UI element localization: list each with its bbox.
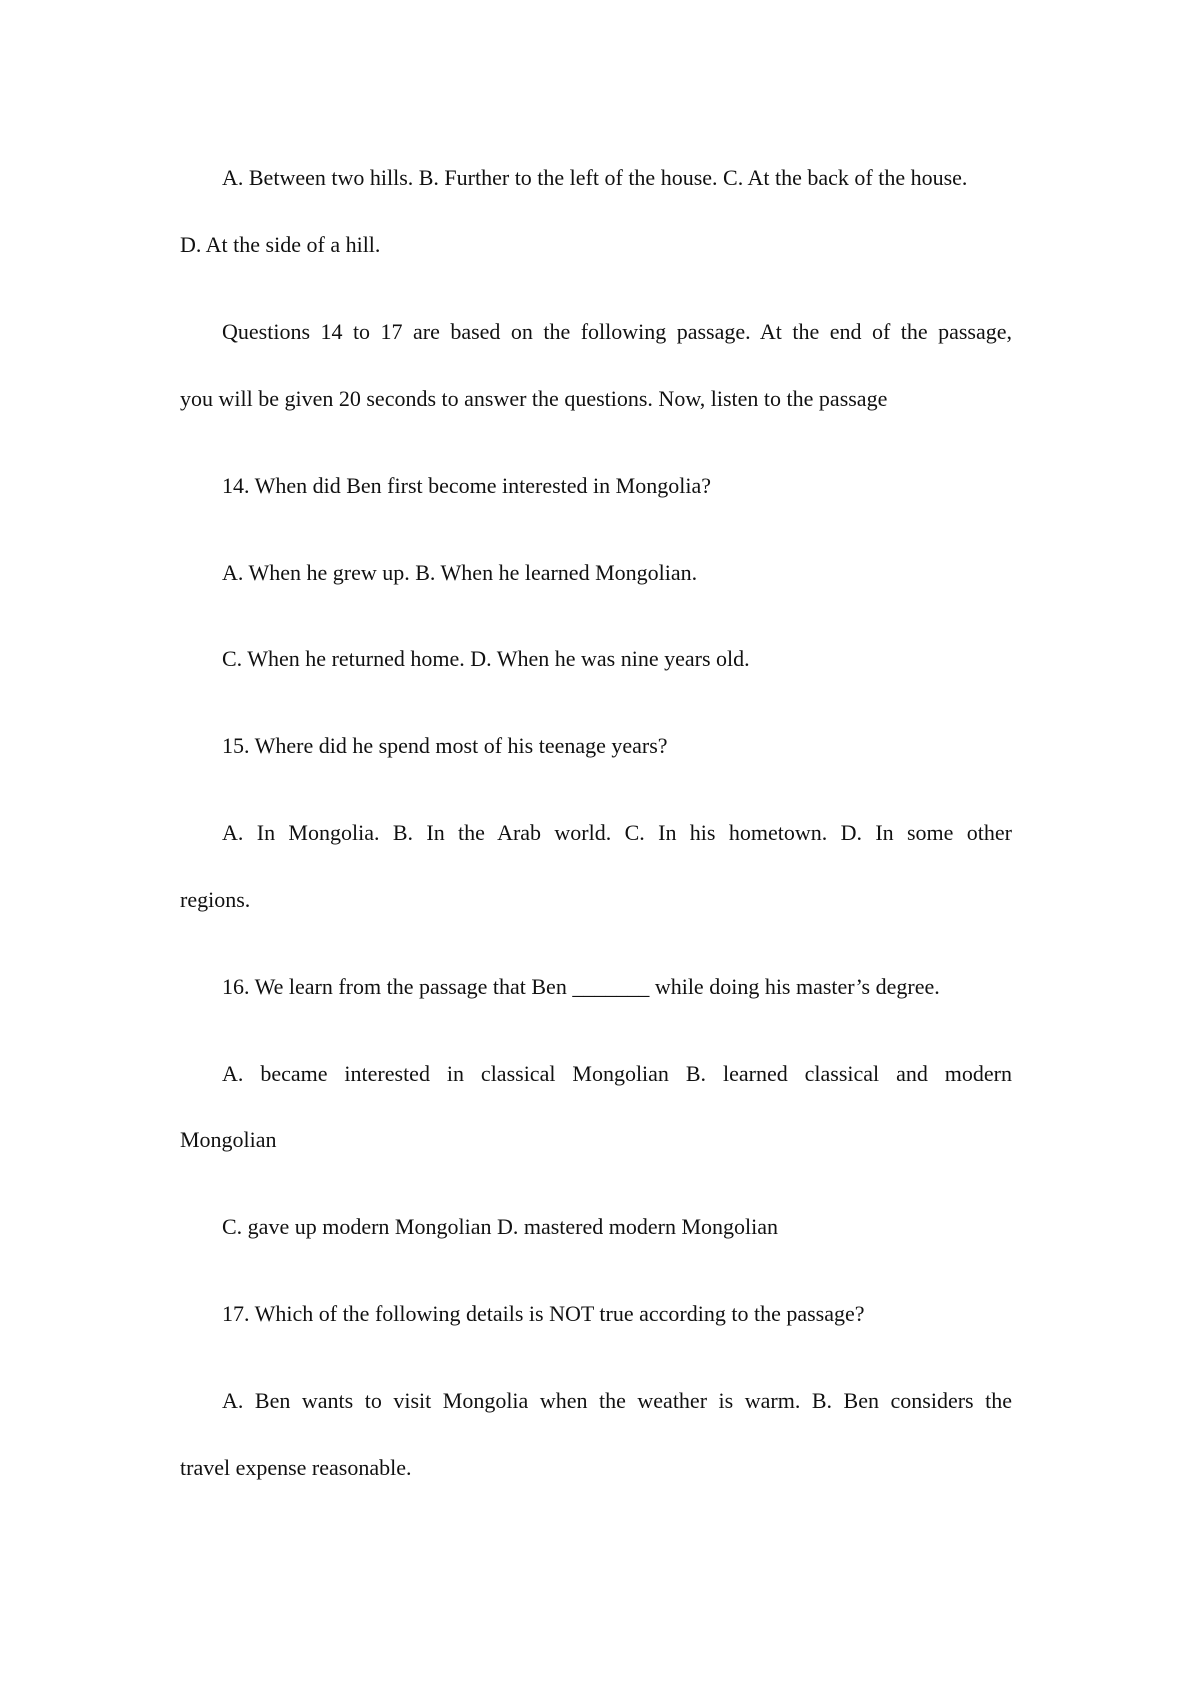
q17-options-line-2: travel expense reasonable. xyxy=(180,1455,412,1480)
question-14: 14. When did Ben first become interested in Mongolia? xyxy=(222,473,711,498)
question-16: 16. We learn from the passage that Ben _______ while doing his master’s degree. xyxy=(222,974,940,999)
q17-options-line-1: A. Ben wants to visit Mongolia when the weather is warm. B. Ben considers the xyxy=(222,1388,1012,1413)
section-instructions-line-2: you will be given 20 seconds to answer the questions. Now, listen to the passage xyxy=(180,386,888,411)
q14-options-line-2: C. When he returned home. D. When he was nine years old. xyxy=(222,646,750,671)
q16-options-line-2: Mongolian xyxy=(180,1127,277,1152)
q16-options-line-3: C. gave up modern Mongolian D. mastered modern Mongolian xyxy=(222,1214,779,1239)
q14-options-line-1: A. When he grew up. B. When he learned Mongolian. xyxy=(222,560,698,585)
q13-options-line-1: A. Between two hills. B. Further to the left of the house. C. At the back of the house. xyxy=(222,165,968,190)
q16-options-line-1: A. became interested in classical Mongolian B. learned classical and modern xyxy=(222,1061,1012,1086)
q13-options-line-2: D. At the side of a hill. xyxy=(180,232,381,257)
q15-options-line-1: A. In Mongolia. B. In the Arab world. C. In his hometown. D. In some other xyxy=(222,820,1012,845)
question-15: 15. Where did he spend most of his teenage years? xyxy=(222,733,668,758)
section-instructions-line-1: Questions 14 to 17 are based on the following passage. At the end of the passage, xyxy=(222,319,1012,344)
question-17: 17. Which of the following details is NOT true according to the passage? xyxy=(222,1301,865,1326)
q15-options-line-2: regions. xyxy=(180,887,251,912)
